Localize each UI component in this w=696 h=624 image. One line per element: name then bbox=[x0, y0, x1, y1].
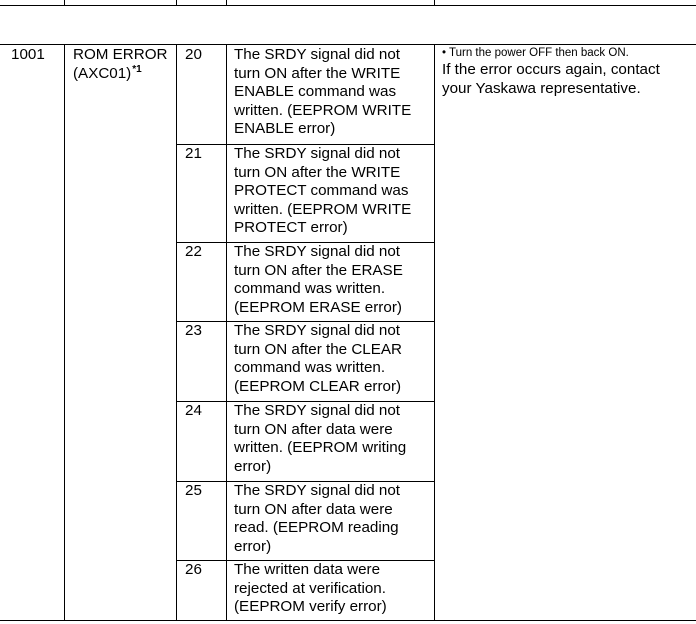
description-line: command was written. bbox=[234, 280, 386, 298]
subcode-number: 24 bbox=[185, 402, 202, 419]
description-line: read. (EEPROM reading bbox=[234, 519, 399, 537]
description-line: turn ON after data were bbox=[234, 500, 393, 518]
description-line: The SRDY signal did not bbox=[234, 145, 401, 162]
description-line: The SRDY signal did not bbox=[234, 46, 401, 63]
description-line: turn ON after the CLEAR bbox=[234, 340, 402, 358]
description-line: PROTECT error) bbox=[234, 219, 348, 237]
description-line: error) bbox=[234, 457, 272, 475]
subcode-description bbox=[234, 322, 402, 396]
remedy-bullet: • Turn the power OFF then back ON. bbox=[442, 47, 629, 59]
subcode-number: 21 bbox=[185, 145, 202, 162]
subcode-description bbox=[234, 145, 411, 238]
error-code: 1001 bbox=[11, 46, 45, 63]
footnote-marker: *1 bbox=[132, 63, 142, 75]
description-line: ENABLE error) bbox=[234, 120, 336, 138]
description-line: written. (EEPROM WRITE bbox=[234, 200, 412, 218]
subcode-description bbox=[234, 46, 411, 139]
subcode-description bbox=[234, 482, 400, 556]
col-divider-2 bbox=[176, 44, 177, 621]
remedy-line2: your Yaskawa representative. bbox=[442, 79, 641, 97]
subcode-number: 22 bbox=[185, 243, 202, 260]
subcode-description bbox=[234, 243, 403, 317]
description-line: The SRDY signal did not bbox=[234, 322, 401, 339]
error-name bbox=[73, 46, 168, 85]
subcode-number: 23 bbox=[185, 322, 202, 339]
subcode-description bbox=[234, 561, 387, 617]
description-line: turn ON after the WRITE bbox=[234, 64, 401, 82]
description-line: (EEPROM verify error) bbox=[234, 598, 387, 616]
col-divider-1 bbox=[64, 44, 65, 621]
subcode-description bbox=[234, 402, 406, 476]
col-divider-4 bbox=[434, 44, 435, 621]
subcode-number: 25 bbox=[185, 482, 202, 499]
description-line: turn ON after the ERASE bbox=[234, 261, 403, 279]
remedy bbox=[442, 46, 660, 98]
description-line: (EEPROM CLEAR error) bbox=[234, 377, 402, 395]
description-line: The SRDY signal did not bbox=[234, 482, 401, 499]
description-line: PROTECT command was bbox=[234, 182, 409, 200]
description-line: ENABLE command was bbox=[234, 83, 397, 101]
error-name-line2: (AXC01) bbox=[73, 64, 132, 82]
description-line: (EEPROM ERASE error) bbox=[234, 298, 402, 316]
top-row-border bbox=[0, 5, 696, 6]
description-line: The SRDY signal did not bbox=[234, 402, 401, 419]
description-line: turn ON after data were bbox=[234, 420, 393, 438]
subcode-number: 26 bbox=[185, 561, 202, 578]
description-line: The written data were bbox=[234, 561, 381, 578]
description-line: error) bbox=[234, 537, 272, 555]
error-name-line1: ROM ERROR bbox=[73, 46, 168, 63]
description-line: turn ON after the WRITE bbox=[234, 163, 401, 181]
col-divider-3 bbox=[226, 44, 227, 621]
description-line: rejected at verification. bbox=[234, 579, 386, 597]
description-line: command was written. bbox=[234, 359, 386, 377]
row-top-border bbox=[0, 44, 696, 45]
remedy-line1: If the error occurs again, contact bbox=[442, 61, 660, 78]
row-bottom-border bbox=[0, 620, 696, 621]
description-line: written. (EEPROM WRITE bbox=[234, 101, 412, 119]
description-line: written. (EEPROM writing bbox=[234, 439, 407, 457]
subcode-number: 20 bbox=[185, 46, 202, 63]
description-line: The SRDY signal did not bbox=[234, 243, 401, 260]
